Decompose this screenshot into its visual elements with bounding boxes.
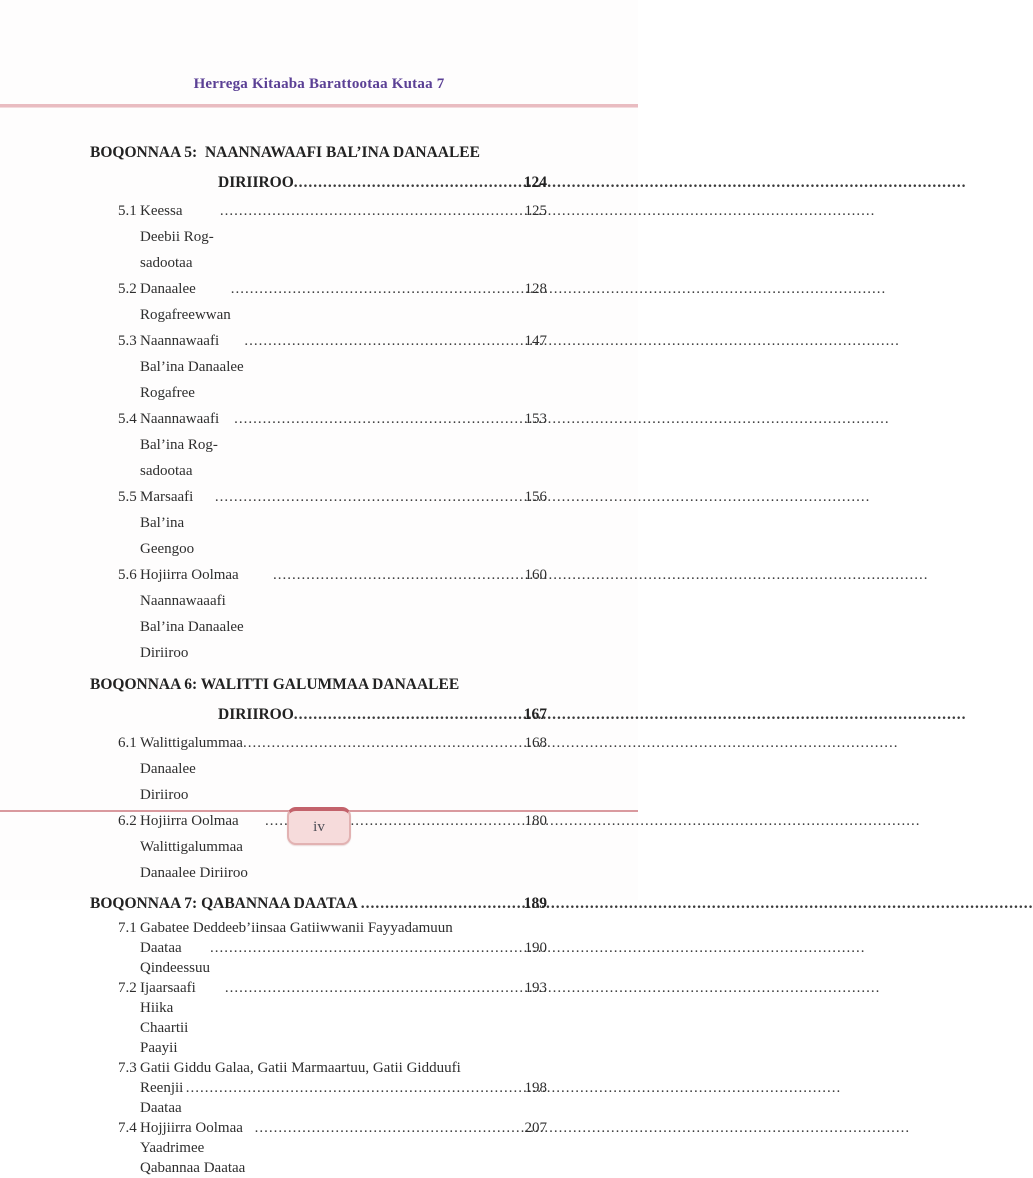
section-title: Gabatee Deddeeb’iinsaa Gatiiwwanii Fayyadamuun [140,920,453,936]
chapter-subtitle: DIRIIROO [218,174,294,191]
chapter-subtitle: DIRIIROO [218,706,294,723]
section-number: 5.6 [118,567,137,583]
section-number: 7.1 [118,920,137,936]
table-of-contents [90,138,547,1178]
chapter-heading-leader-row [90,892,547,916]
toc-entry [90,562,547,666]
dot-leader [244,328,523,354]
section-title: Hojiirra Oolmaa Naannawaaafi Bal’ina Danaalee Diriiroo [140,567,244,661]
page-number: 125 [524,203,547,219]
chapter-heading: BOQONNAA 5: NAANNAWAAFI BAL’INA DANAALEE [90,144,480,161]
page-number: 168 [524,735,547,751]
dot-leader [294,700,523,730]
toc-entry [90,1118,547,1178]
page-number: 190 [524,940,547,956]
header-rule [0,104,638,108]
section-title: Ijaarsaafi Hiika Chaartii Paayii [140,980,196,1056]
section-number: 7.2 [118,980,137,996]
dot-leader [215,484,524,510]
running-header: Herrega Kitaaba Barattootaa Kutaa 7 [193,76,445,92]
dot-leader [220,198,524,224]
section-title: Naannawaafi Bal’ina Danaalee Rogafree [140,333,244,401]
toc-entry-continuation [90,938,547,978]
dot-leader [210,938,524,958]
chapter-7-block [90,892,547,1178]
chapter-heading: BOQONNAA 6: WALITTI GALUMMAA DANAALEE [90,676,460,693]
section-number: 5.4 [118,411,137,427]
chapter-heading-leader-row [90,700,547,730]
section-number: 5.1 [118,203,137,219]
section-title: Danaalee Rogafreewwan [140,281,231,323]
toc-entry [90,198,547,276]
dot-leader [234,406,523,432]
page-number: 189 [523,895,547,912]
section-title: Marsaafi Bal’ina Geengoo [140,489,195,557]
page-number: 124 [523,174,547,191]
section-number: 7.3 [118,1060,137,1076]
dot-leader [294,168,523,198]
dot-leader [243,730,524,756]
section-title-line2: Reenjii Daataa [140,1080,184,1116]
page-number: 198 [524,1080,547,1096]
section-title: Gatii Giddu Galaa, Gatii Marmaartuu, Gatii Gidduufi [140,1060,461,1076]
dot-leader [231,276,524,302]
toc-entry [90,978,547,1058]
section-title: Walittigalummaa Danaalee Diriiroo [140,735,243,803]
toc-entry [90,1058,547,1078]
toc-entry [90,328,547,406]
dot-leader [273,562,524,588]
section-number: 6.1 [118,735,137,751]
section-title: Naannawaafi Bal’ina Rog-sadootaa [140,411,220,479]
section-number: 7.4 [118,1120,137,1136]
toc-entry [90,730,547,808]
chapter-heading-leader-row [90,168,547,198]
toc-entry [90,406,547,484]
page-number-label: iv [313,818,325,835]
section-title-line2: Daataa Qindeessuu [140,940,210,976]
dot-leader [186,1078,524,1098]
page-number: 167 [523,706,547,723]
toc-entry [90,484,547,562]
chapter-5-block [90,138,547,666]
page-number: 147 [524,333,547,349]
page-number: 160 [524,567,547,583]
page-number: 156 [524,489,547,505]
section-number: 5.2 [118,281,137,297]
page-number: 193 [524,980,547,996]
section-title: Hojiirra Oolmaa Walittigalummaa Danaalee Diriiroo [140,813,248,881]
page-number: 207 [524,1120,547,1136]
page-number: 153 [524,411,547,427]
toc-entry [90,276,547,328]
section-number: 6.2 [118,813,137,829]
section-title: Keessa Deebii Rog-sadootaa [140,203,214,271]
section-number: 5.5 [118,489,137,505]
toc-entry [90,918,547,938]
page-number-badge [287,807,351,845]
page-number: 180 [524,813,547,829]
page-number: 128 [524,281,547,297]
chapter-6-block [90,670,547,886]
chapter-heading: BOQONNAA 7: QABANNAA DAATAA [90,895,361,912]
dot-leader [255,1118,524,1138]
dot-leader [361,892,523,916]
section-title: Hojjiirra Oolmaa Yaadrimee Qabannaa Daataa [140,1120,246,1176]
dot-leader [225,978,524,998]
toc-entry-continuation [90,1078,547,1118]
section-number: 5.3 [118,333,137,349]
